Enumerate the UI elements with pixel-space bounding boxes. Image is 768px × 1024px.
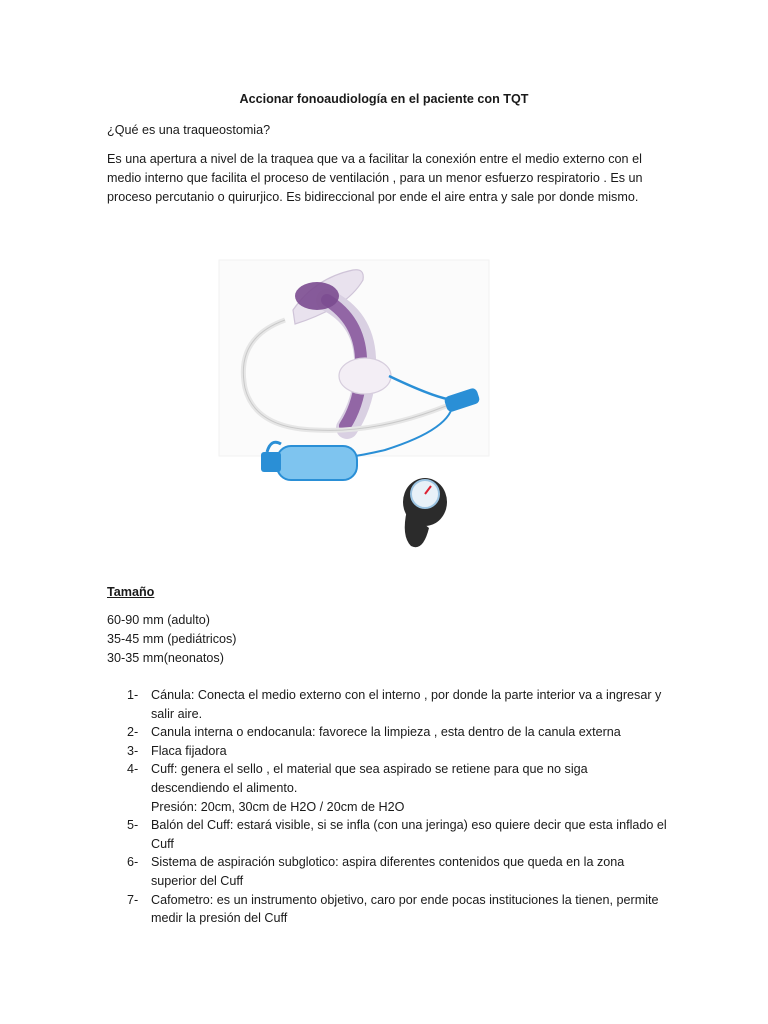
size-item: 35-45 mm (pediátricos) (107, 632, 237, 646)
list-text: Cafometro: es un instrumento objetivo, caro por ende pocas instituciones la tienen, permite medir la presión del Cuff (151, 892, 659, 926)
parts-list (107, 686, 667, 928)
list-item (107, 891, 667, 928)
list-text: Cuff: genera el sello , el material que sea aspirado se retiene para que no siga descendiendo el alimento. (151, 762, 588, 795)
size-heading: Tamaño (107, 585, 155, 599)
list-text: Cánula: Conecta el medio externo con el interno , por donde la parte interior va a ingresar y salir aire. (151, 688, 662, 721)
list-number: 1- (127, 688, 139, 702)
list-number: 7- (127, 892, 139, 907)
tracheostomy-tube-image (215, 258, 493, 558)
list-item (107, 686, 667, 723)
document-title: Accionar fonoaudiología en el paciente con TQT (239, 92, 529, 106)
list-number: 3- (127, 743, 139, 758)
list-text: Sistema de aspiración subglotico: aspira diferentes contenidos que queda en la zona superior del Cuff (151, 855, 625, 888)
list-text: Canula interna o endocanula: favorece la limpieza , esta dentro de la canula externa (151, 725, 621, 740)
list-text: Flaca fijadora (151, 743, 227, 758)
list-item (107, 742, 667, 761)
size-list (107, 611, 236, 668)
question-heading: ¿Qué es una traqueostomia? (107, 123, 271, 137)
list-item (107, 853, 667, 890)
list-text: Balón del Cuff: estará visible, si se infla (con una jeringa) eso quiere decir que esta inflado el Cuff (151, 818, 667, 851)
size-item: 30-35 mm(neonatos) (107, 651, 224, 665)
list-number: 2- (127, 725, 139, 740)
pressure-note: Presión: 20cm, 30cm de H2O / 20cm de H2O (151, 799, 405, 814)
list-item (107, 816, 667, 853)
definition-paragraph: Es una apertura a nivel de la traquea que va a facilitar la conexión entre el medio externo con el medio interno que facilita el proceso de ventilación , para un menor esfuerzo respiratorio . Es un proceso percutanio o quirurjico. Es bidireccional por ende el aire entra y sale por donde mismo. (107, 152, 643, 204)
list-number: 6- (127, 855, 139, 870)
size-item: 60-90 mm (adulto) (107, 613, 210, 627)
list-item (107, 760, 667, 797)
list-number: 4- (127, 762, 139, 777)
list-item (107, 723, 667, 742)
list-number: 5- (127, 818, 139, 833)
